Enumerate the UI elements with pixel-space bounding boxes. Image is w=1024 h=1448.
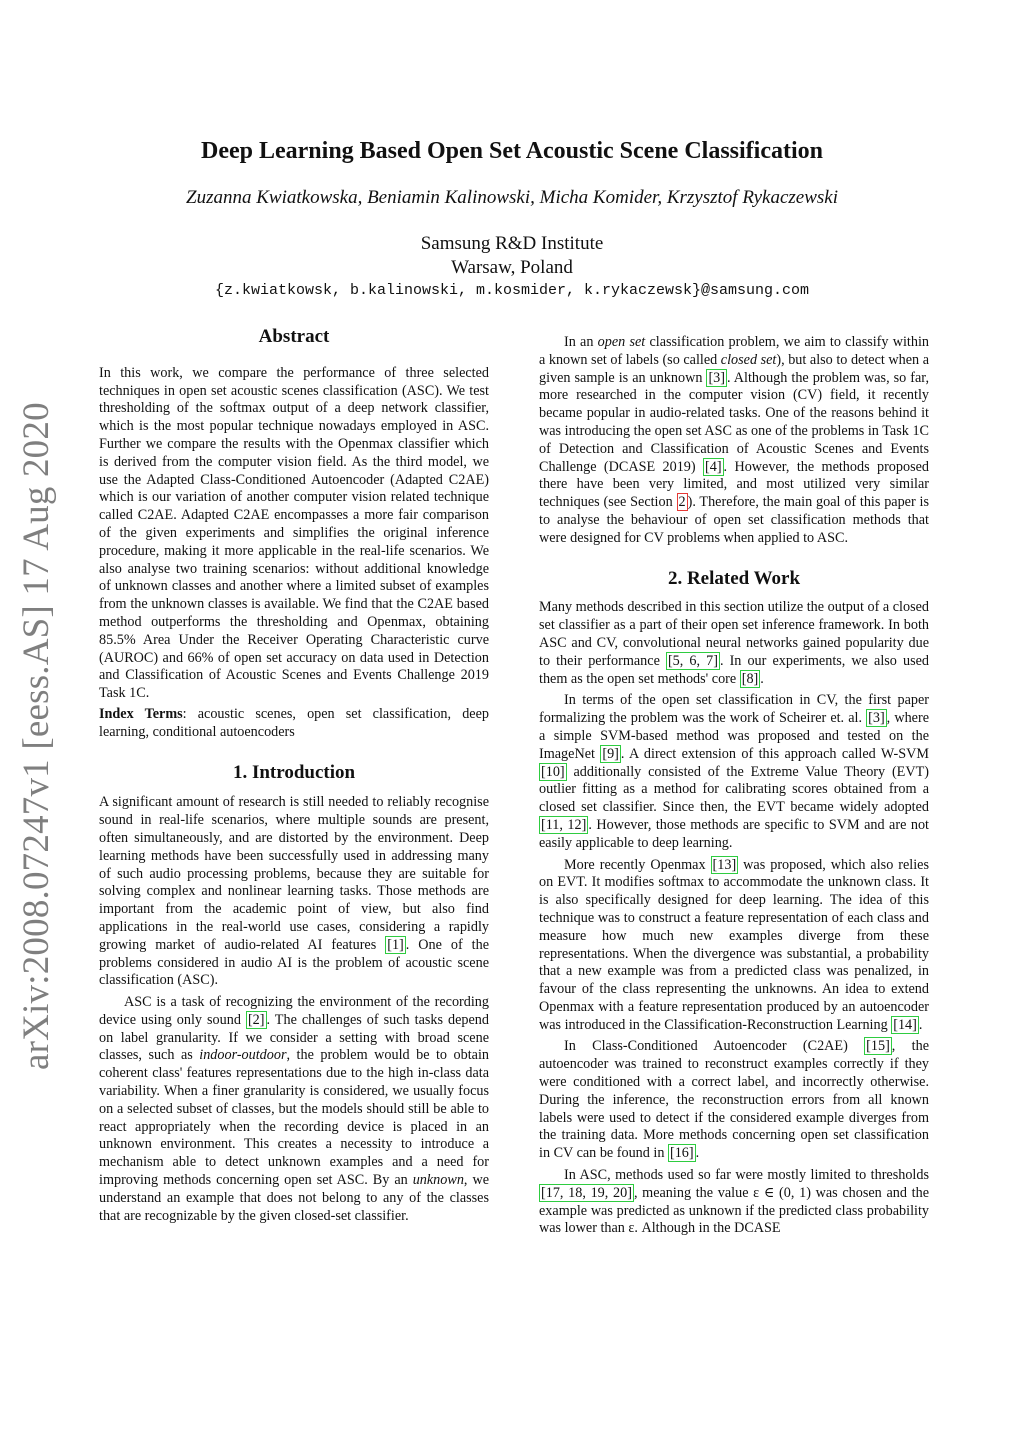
index-terms [99,706,489,742]
affiliation-institute: Samsung R&D Institute [420,233,604,254]
index-terms-label: Index Terms [99,705,183,722]
citation-link[interactable]: [9] [602,745,619,762]
intro-paragraph-2: ASC is a task of recognizing the environment of the recording device using only sound [2] . The challenges of such tasks depend on label granularity. If we consider a setting with broad scene classes, such as indoor-outdoor, the problem would be to obtain coherent class' features representations due to the high in-class data variability. When a finer granularity is considered, we usually focus on a selected subset of classes, but the models should still be able to react appropriately when the recording device is placed in an unknown environment. This creates a necessity to introduce a mechanism able to detect unknown examples and a need for improving methods concerning open set ASC. By an unknown, we understand an example that does not belong to any of the classes that are recognizable by the given closed-set classifier. [99,994,489,1224]
related-work-heading: 2. Related Work [667,567,801,589]
index-terms-text: : acoustic scenes, open set classification, deep learning, conditional autoencoders [99,705,489,740]
related-paragraph-4: In Class-Conditioned Autoencoder (C2AE) [15] , the autoencoder was trained to reconstruct examples correctly if they were conditioned with a correct label, and incorrectly otherwise. During the inference, the reconstruction errors from all known labels were used to detect if the considered example diverges from the training data. More methods concerning open set classification in CV can be found in [16] . [539,1038,930,1162]
author-emails: {z.kwiatkowsk, b.kalinowski, m.kosmider, k.rykaczewsk}@samsung.com [214,282,810,299]
paper-title: Deep Learning Based Open Set Acoustic Scene Classification [201,138,823,164]
abstract-text: In this work, we compare the performance of three selected techniques in open set acoustic scenes classification (ASC). We test thresholding of the softmax output of a deep network classifier, which is the most popular technique nowadays employed in ASC. Further we compare the results with the Openmax classifier which is derived from the computer vision field. As the third model, we use the Adapted Class-Conditioned Autoencoder (Adapted C2AE) which is our variation of another computer vision related technique called C2AE. Adapted C2AE encompasses a more fair comparison of the given experiments and simplifies the original inference procedure, making it more applicable in the real-life scenarios. We also analyse two training scenarios: without additional knowledge of unknown classes and another where a limited subset of examples from the unknown classes is available. We find that the C2AE based method outperforms the thresholding and Openmax, obtaining 85.5% Area Under the Receiver Operating Characteristic curve (AUROC) and 66% of open set accuracy on data used in Detection and Classification of Acoustic Scenes and Events Challenge 2019 Task 1C. [99,364,489,702]
related-paragraph-5: In ASC, methods used so far were mostly limited to thresholds [17, 18, 19, 20] , meaning the value ε ∈ (0, 1) was chosen and the example was predicted as unknown if the predicted class probability was lower than ε. Although in the DCASE [539,1167,929,1237]
citation-link[interactable]: [16] [669,1145,694,1162]
related-paragraph-1: Many methods described in this section utilize the output of a closed set classifier as a part of their open set inference framework. In both ASC and CV, convolutional neural networks gained popularity due to their performance [5, 6, 7] . In our experiments, we also used them as the open set methods' core [8] . [539,599,929,687]
section-reference-link[interactable]: 2 [678,494,686,511]
citation-link[interactable]: [3] [708,369,725,386]
citation-link[interactable]: [11, 12] [541,816,587,833]
abstract-heading: Abstract [258,326,330,347]
affiliation-location: Warsaw, Poland [451,257,573,278]
citation-link[interactable]: [17, 18, 19, 20] [541,1184,632,1201]
right-column [539,334,929,1238]
author-list: Zuzanna Kwiatkowska, Beniamin Kalinowski, Micha Komider, Krzysztof Rykaczewski [186,187,838,208]
citation-link[interactable]: [8] [741,670,759,687]
citation-link[interactable]: [2] [247,1011,265,1028]
citation-link[interactable]: [15] [866,1038,890,1055]
arxiv-identifier: arXiv:2008.07247v1 [eess.AS] 17 Aug 2020 [16,402,57,1070]
introduction-heading: 1. Introduction [232,761,356,783]
citation-link[interactable]: [3] [868,710,885,727]
intro-paragraph-1: A significant amount of research is still needed to reliably recognise sound in real-life scenarios, where multiple sounds are present, often simultaneously, and are distorted by the environment. Deep learning methods have been successfully used in addressing many of such audio processing problems, because they are suitable for solving complex and nonlinear learning tasks. Those methods are important from the academic point of view, but also find applications in the real-world use cases, considering a rapidly growing market of audio-related AI features [1] . One of the problems considered in audio AI is the problem of acoustic scene classification (ASC). [99,794,489,989]
citation-link[interactable]: [4] [705,458,722,475]
citation-link[interactable]: [10] [541,763,565,780]
citation-link[interactable]: [1] [387,936,404,953]
affiliation [0,232,1024,280]
related-paragraph-3: More recently Openmax [13] was proposed, which also relies on EVT. It modifies softmax to accommodate the unknown class. It is also specifically designed for deep learning. The idea of this technique was to construct a feature representation of each class and measure how much new examples diverge from these representations. When the divergence was substantial, a probability that a new example was from a predicted class was penalized, in favour of the class representing the unknowns. An idea to extend Openmax with a feature representation produced by an autoencoder was introduced in the Classification-Reconstruction Learning [14] . [539,856,930,1033]
related-paragraph-2: In terms of the open set classification in CV, the first paper formalizing the problem was the work of Scheirer et. al. [3] , where a simple SVM-based method was proposed and tested on the ImageNet [9] . A direct extension of this approach called W-SVM [10] additionally consisted of the Extreme Value Theory (EVT) outlier fitting as a method for calibrating scores obtained from a closed set classifier. Since then, the EVT became widely adopted [11, 12] . However, those methods are specific to SVM and are not easily applicable to deep learning. [539,692,929,851]
intro-paragraph-3: In an open set classification problem, we aim to classify within a known set of labels (so called closed set), but also to detect when a given sample is an unknown [3] . Although the problem was, so far, more researched in the computer vision (CV) field, it recently became popular in audio-related tasks. One of the reasons behind it was introducing the open set ASC as one of the problems in Task 1C of Detection and Classification of Acoustic Scenes and Events Challenge (DCASE 2019) [4] . However, the methods proposed there have been very limited, and most utilized very similar techniques (see Section 2 ). Therefore, the main goal of this paper is to analyse the behaviour of open set classification methods that were designed for CV problems when applied to ASC. [539,334,929,546]
citation-link[interactable]: [5, 6, 7] [667,652,718,669]
left-column [99,328,489,1225]
citation-link[interactable]: [13] [712,856,737,873]
citation-link[interactable]: [14] [893,1016,917,1033]
